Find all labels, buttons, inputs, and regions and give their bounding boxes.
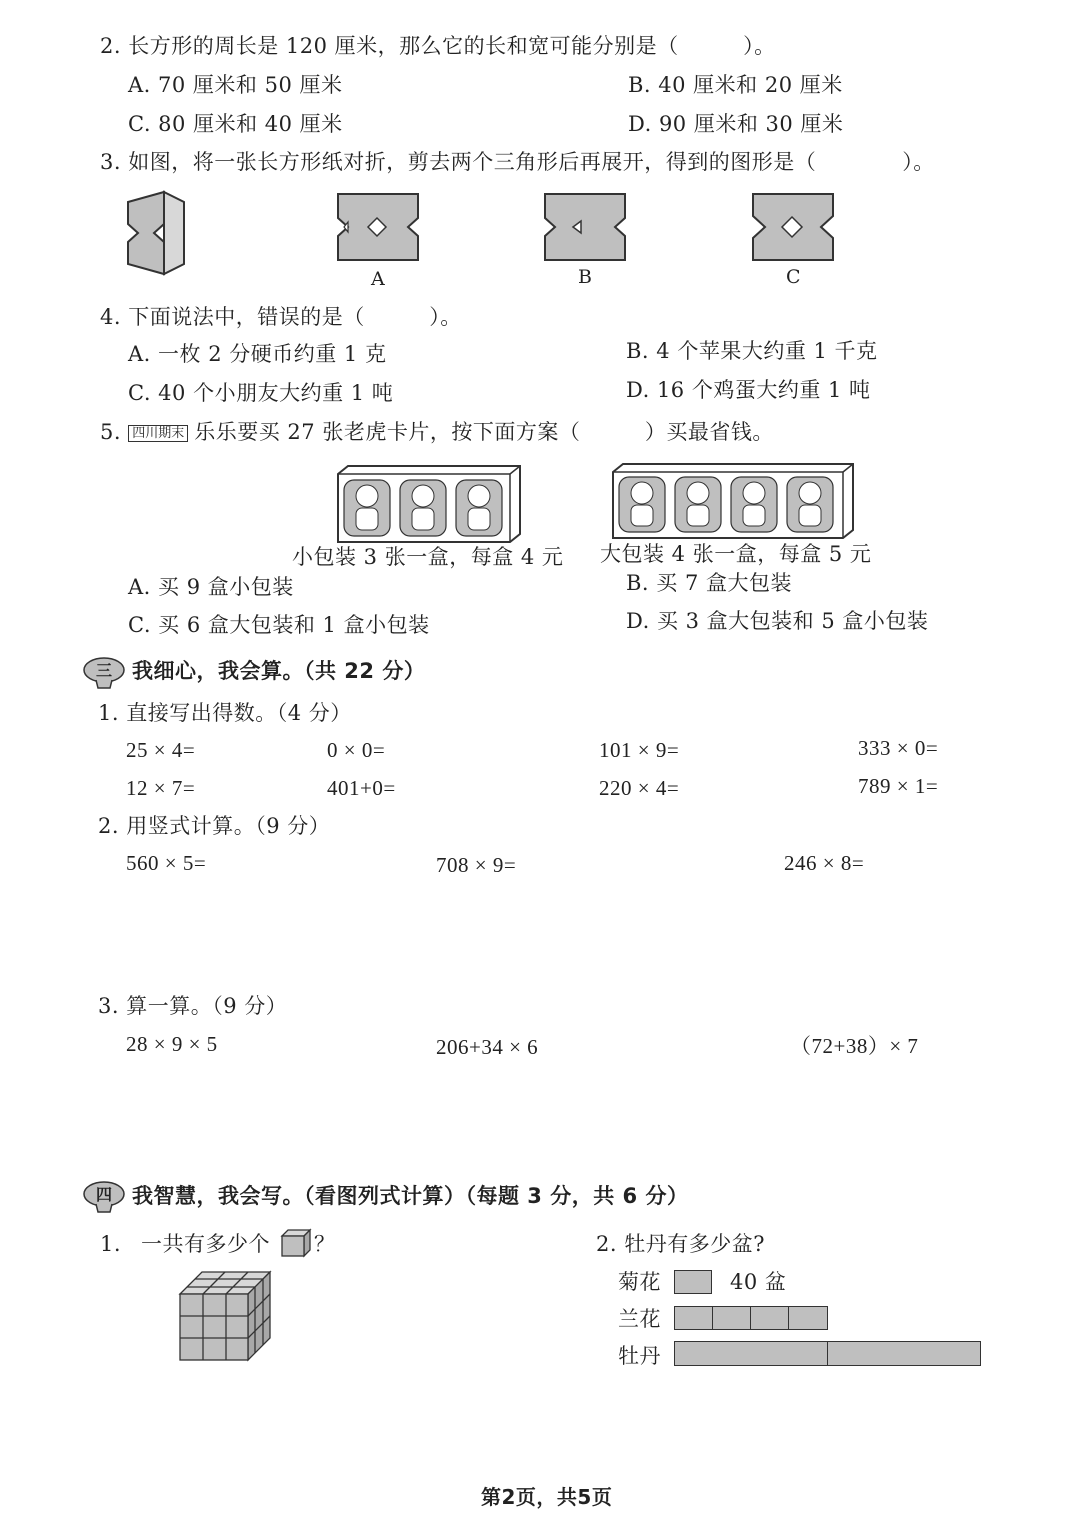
option-a-figure [336,192,420,262]
s3-part2-title: 2. 用竖式计算。（9 分） [98,814,331,838]
q4-stem: 4. 下面说法中，错误的是（ ）。 [100,305,462,329]
s3-p3-item: 206+34 × 6 [436,1035,539,1059]
q4-option-b: B. 4 个苹果大约重 1 千克 [626,339,878,363]
q5-number: 5. [100,420,122,444]
q2-option-a: A. 70 厘米和 50 厘米 [128,73,343,97]
bar-label-chrysanthemum: 菊花 [618,1270,661,1294]
section-three-numeral: 三 [95,661,113,680]
tiger-card-icon [456,480,502,536]
s4-q1-qmark: ？ [314,1232,336,1256]
s4-q1-number: 1. [100,1232,122,1256]
folded-paper-figure [124,190,190,276]
s3-p1-item: 12 × 7= [126,776,196,800]
large-package-figure [611,462,855,540]
option-b-label: B [578,266,593,288]
page-footer: 第2页，共5页 [481,1485,613,1509]
s4-q2-text: 2. 牡丹有多少盆? [596,1232,765,1256]
q5-stem-line [100,422,774,443]
orchid-bar-segment [674,1306,713,1330]
option-c-figure [751,192,835,262]
bar-label-orchid: 兰花 [618,1307,661,1331]
option-c-label: C [786,266,802,288]
q2-option-d: D. 90 厘米和 30 厘米 [628,112,844,136]
q5-option-d: D. 买 3 盒大包装和 5 盒小包装 [626,609,929,633]
s3-p1-item: 220 × 4= [599,776,680,800]
cube-stack-figure [178,1270,276,1362]
tiger-card-icon [675,477,721,532]
large-package-caption: 大包装 4 张一盒，每盒 5 元 [600,542,872,566]
s3-p3-item: 28 × 9 × 5 [126,1032,218,1056]
section-four-numeral: 四 [95,1185,113,1204]
chrysanthemum-value: 40 盆 [730,1270,787,1294]
q4-option-d: D. 16 个鸡蛋大约重 1 吨 [626,378,871,402]
q2-stem: 2. 长方形的周长是 120 厘米，那么它的长和宽可能分别是（ ）。 [100,34,776,58]
tiger-card-icon [344,480,390,536]
tiger-card-icon [619,477,665,532]
section-four-icon [82,1180,126,1214]
s3-p1-item: 789 × 1= [858,774,939,798]
section-three-title: 我细心，我会算。（共 22 分） [132,659,426,683]
q2-option-b: B. 40 厘米和 20 厘米 [628,73,843,97]
orchid-bar-segment [788,1306,828,1330]
small-package-caption: 小包装 3 张一盒，每盒 4 元 [292,545,564,569]
section-four-title: 我智慧，我会写。（看图列式计算）（每题 3 分，共 6 分） [132,1184,689,1208]
tiger-card-icon [400,480,446,536]
q5-option-b: B. 买 7 盒大包装 [626,571,792,595]
peony-bar-segment [827,1341,981,1366]
option-b-figure [543,192,627,262]
orchid-bar-segment [712,1306,751,1330]
tiger-card-icon [787,477,833,532]
s3-p1-item: 401+0= [327,776,396,800]
chrysanthemum-bar [674,1270,712,1294]
s3-p1-item: 333 × 0= [858,736,939,760]
cube-icon [280,1228,312,1258]
peony-bar-segment [674,1341,828,1366]
q5-option-c: C. 买 6 盒大包装和 1 盒小包装 [128,613,430,637]
s3-part1-title: 1. 直接写出得数。（4 分） [98,701,352,725]
q5-source-badge: 四川期末 [128,425,188,442]
s3-p2-item: 708 × 9= [436,853,517,877]
s3-p1-item: 101 × 9= [599,738,680,762]
section-three-icon [82,656,126,690]
option-a-label: A [371,268,386,290]
s3-part3-title: 3. 算一算。（9 分） [98,994,288,1018]
q3-stem: 3. 如图，将一张长方形纸对折，剪去两个三角形后再展开，得到的图形是（ ）。 [100,150,935,174]
s3-p2-item: 560 × 5= [126,851,207,875]
q5-stem: 乐乐要买 27 张老虎卡片，按下面方案（ ）买最省钱。 [194,420,774,444]
q5-option-a: A. 买 9 盒小包装 [128,575,294,599]
tiger-card-icon [731,477,777,532]
s3-p3-item: （72+38）× 7 [790,1034,919,1058]
s4-q1-text: 一共有多少个 [141,1232,270,1256]
q2-option-c: C. 80 厘米和 40 厘米 [128,112,343,136]
s3-p1-item: 0 × 0= [327,738,386,762]
small-package-figure [336,464,522,544]
q4-option-a: A. 一枚 2 分硬币约重 1 克 [128,342,387,366]
s3-p2-item: 246 × 8= [784,851,865,875]
s3-p1-item: 25 × 4= [126,738,196,762]
bar-label-peony: 牡丹 [618,1344,661,1368]
orchid-bar-segment [750,1306,789,1330]
q4-option-c: C. 40 个小朋友大约重 1 吨 [128,381,394,405]
